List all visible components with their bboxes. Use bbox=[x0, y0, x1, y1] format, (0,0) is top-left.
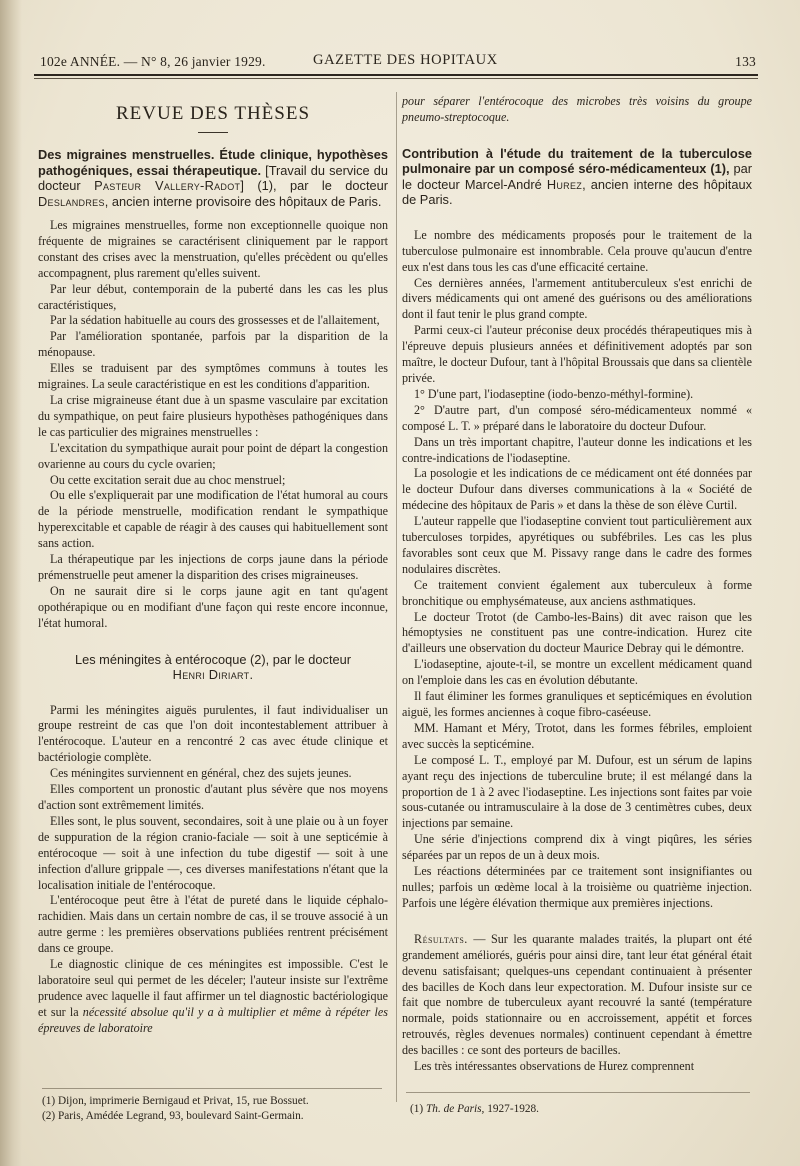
footnote-rule bbox=[406, 1092, 750, 1093]
paragraph: Ou cette excitation serait due au choc menstruel; bbox=[50, 472, 286, 487]
footnote-italic: Th. de Paris, bbox=[426, 1103, 485, 1115]
article-title-end: , ancien interne provisoire des hôpitaux de Paris. bbox=[104, 193, 382, 209]
article-author: Henri Diriart. bbox=[172, 667, 254, 683]
article-title-bold: Des migraines menstruelles. Étude clinique, hypothèses pathogéniques, essai thérapeutique. bbox=[38, 147, 388, 178]
paragraph-resultats bbox=[402, 932, 752, 1059]
paragraph: Par leur début, contemporain de la puberté dans les cas les plus caractéristiques, bbox=[38, 281, 388, 312]
paragraph-italic: nécessité absolue qu'il y a à multiplier et même à répéter les épreuves de laboratoire bbox=[38, 1004, 388, 1035]
paragraph: La posologie et les indications de ce médicament ont été données par le docteur Dufour dans diverses communications à la « Société de médecine des hôpitaux de Paris » et dans la thèse de son élève Curtil. bbox=[402, 466, 752, 513]
paragraph: Ce traitement convient également aux tuberculeux à forme bronchitique ou emphysémateuse, aux anciens asthmatiques. bbox=[402, 577, 752, 608]
paragraph: L'iodaseptine, ajoute-t-il, se montre un excellent médicament quand on l'emploie dans les cas en évolution débutante. bbox=[402, 657, 752, 688]
paragraph: La thérapeutique par les injections de corps jaune dans la période prémenstruelle peut amener la disparition des crises migraineuses. bbox=[38, 552, 388, 582]
paragraph: Le nombre des médicaments proposés pour le traitement de la tuberculose pulmonaire est innombrable. Cela prouve qu'aucun d'entre eux n'est dans tous les cas d'une efficacité certaine. bbox=[402, 227, 752, 274]
article-title-tuberculose bbox=[402, 146, 752, 208]
paragraph: Il faut éliminer les formes granuliques et septicémiques en évolution aiguë, les formes anciennes à coque fibro-caséeuse. bbox=[402, 689, 752, 719]
article-title-bold: Contribution à l'étude du traitement de la tuberculose pulmonaire par un composé séro-médicamenteux (1), bbox=[402, 145, 752, 177]
paragraph-text: Le diagnostic clinique de ces méningites est impossible. C'est le laboratoire seul qui permet de les déceler; l'auteur insiste sur l'extrême prudence avec laquelle il faut affirmer un tel diagnostic bactériologique et sur la bbox=[38, 957, 388, 1019]
footnote-text: 1927-1928. bbox=[487, 1103, 539, 1115]
page-header bbox=[40, 52, 756, 72]
paragraph: Ces méningites surviennent en général, chez des sujets jeunes. bbox=[50, 766, 352, 781]
right-column bbox=[402, 94, 752, 1075]
resultats-label: Résultats. bbox=[414, 931, 468, 946]
paragraph: L'excitation du sympathique aurait pour point de départ la congestion ovarienne au cours du cycle ovarien; bbox=[38, 440, 388, 471]
section-divider bbox=[198, 132, 228, 133]
footnote: (1) Dijon, imprimerie Bernigaud et Privat, 15, rue Bossuet. bbox=[42, 1095, 309, 1107]
paragraph: On ne saurait dire si le corps jaune agit en tant qu'agent opothérapique ou en modifiant d'une façon qui reste encore inconnue, l'état humoral. bbox=[38, 583, 388, 630]
paragraph: Elles se traduisent par des symptômes communs à toutes les migraines. La seule caractéristique en est les conditions d'apparition. bbox=[38, 361, 388, 392]
paragraph: L'entérocoque peut être à l'état de pureté dans le liquide céphalo-rachidien. Mais dans un certain nombre de cas, il se trouve associé à un autre germe : les premières observations publiées rentrent précisément dans ce groupe. bbox=[38, 893, 388, 956]
paragraph: Parmi les méningites aiguës purulentes, il faut individualiser un groupe restreint de cas que l'on doit incontestablement attribuer à l'entérocoque. L'auteur en a rencontré 2 cas avec étude clinique et bactériologie complète. bbox=[38, 702, 388, 765]
article-author: Hurez bbox=[546, 176, 583, 192]
article-title-meningites bbox=[38, 652, 388, 683]
section-title: REVUE DES THÈSES bbox=[115, 103, 311, 124]
left-column bbox=[38, 100, 388, 1037]
journal-title: GAZETTE DES HOPITAUX bbox=[313, 52, 498, 68]
article-author: Deslandres bbox=[38, 193, 105, 209]
paragraph: Par la sédation habituelle au cours des grossesses et de l'allaitement, bbox=[50, 313, 380, 328]
header-rule bbox=[34, 74, 758, 76]
paragraph: Elles sont, le plus souvent, secondaires, soit à une plaie ou à un foyer de suppuration de la région cranio-faciale — soit à une septicémie à entérocoque — soit à une infection du tube digestif — soit à une infection d'allure grippale —, ces diverses manifestations n'étant que la localisation initiale de l'entérocoque. bbox=[38, 813, 388, 892]
paragraph: Parmi ceux-ci l'auteur préconise deux procédés thérapeutiques mis à l'épreuve depuis plusieurs années et définitivement adoptés par son maître, le docteur Dufour, tant à l'hôpital Broussais que dans sa clientèle privée. bbox=[402, 323, 752, 385]
article-byline-end: , ancien interne des hôpitaux de Paris. bbox=[402, 176, 752, 208]
paragraph: L'auteur rappelle que l'iodaseptine convient tout particulièrement aux tuberculoses torpides, apyrétiques ou subfébriles. Les cas les plus favorables sont ceux que M. Pissavy range dans le cadre des formes nodulaires discrètes. bbox=[402, 514, 752, 576]
paragraph: Les très intéressantes observations de Hurez comprennent bbox=[414, 1059, 695, 1074]
article-title-migraines bbox=[38, 147, 388, 209]
paragraph: Ces dernières années, l'armement antituberculeux s'est enrichi de divers médicaments qui ont amené des guérisons ou des améliorations dont il faut tenir le plus grand compte. bbox=[402, 275, 752, 322]
article-title-mid: ] (1), par le docteur bbox=[240, 178, 388, 193]
paragraph: Le docteur Trotot (de Cambo-les-Bains) dit avec raison que les hémoptysies ne constituent pas une contre-indication. Hurez cite d'ailleurs une observation du docteur Maurice Debray qui le démontre. bbox=[402, 609, 752, 656]
article-title-rest: [Travail du service du docteur bbox=[38, 162, 388, 193]
paragraph: Elles comportent un pronostic d'autant plus sévère que nos moyens d'action sont extrêmement limités. bbox=[38, 782, 388, 812]
page-edge-shadow bbox=[0, 0, 22, 1166]
paragraph: Ou elle s'expliquerait par une modification de l'état humoral au cours de la période menstruelle, modification rendant le sympathique hyperexcitable et capable de réagir à des causes qui habituellement sont sans action. bbox=[38, 488, 388, 551]
resultats-text: — Sur les quarante malades traités, la plupart ont été grandement améliorés, guéris pour ainsi dire, tant leur état général était devenu satisfaisant; quelques-uns cependant continuaient à présenter des bacilles de Koch dans leur expectoration. M. Dufour insiste sur ce fait que nombre de tuberculeux ayant recouvré la santé (température normale, poids stationnaire ou en accroissement, appétit et forces retrouvés, règles devenues normales) continuent cependant à émettre des bacilles : ce sont des porteurs de bacilles. bbox=[402, 931, 752, 1058]
paragraph: La crise migraineuse étant due à un spasme vasculaire par excitation du sympathique, on peut faire plusieurs hypothèses pathogéniques dans le cas particulier des migraines menstruelles : bbox=[38, 392, 388, 439]
paragraph: 2° D'autre part, d'un composé séro-médicamenteux nommé « composé L. T. » préparé dans le laboratoire du docteur Dufour. bbox=[402, 402, 752, 433]
article-title-text: Les méningites à entérocoque (2), par le docteur bbox=[74, 651, 351, 667]
paragraph bbox=[38, 957, 388, 1037]
footnote-rule bbox=[42, 1088, 382, 1089]
paragraph: Une série d'injections comprend dix à vingt piqûres, les séries séparées par un repos de un à deux mois. bbox=[402, 832, 752, 863]
article-author: Pasteur Vallery-Radot bbox=[94, 178, 241, 193]
article-byline: par le docteur Marcel-André bbox=[402, 161, 752, 192]
paragraph: MM. Hamant et Méry, Trotot, dans les formes fébriles, emploient avec succès la septicémine. bbox=[402, 720, 752, 751]
footnotes-left bbox=[42, 1094, 392, 1123]
paragraph: Dans un très important chapitre, l'auteur donne les indications et les contre-indications de l'iodaseptine. bbox=[402, 434, 752, 465]
footnotes-right bbox=[410, 1102, 750, 1117]
column-divider bbox=[396, 92, 397, 1102]
issue-info: 102e ANNÉE. — N° 8, 26 janvier 1929. bbox=[40, 54, 266, 69]
page-number: 133 bbox=[735, 54, 756, 69]
paragraph: 1° D'une part, l'iodaseptine (iodo-benzo-méthyl-formine). bbox=[414, 386, 694, 401]
footnote-number: (1) bbox=[410, 1103, 424, 1115]
paragraph: Par l'amélioration spontanée, parfois par la disparition de la ménopause. bbox=[38, 329, 388, 360]
paragraph: Les réactions déterminées par ce traitement sont insignifiantes ou nulles; parfois un œdème local à la troisième ou quatrième injection. Parfois une légère élévation thermique aux premières injections. bbox=[402, 864, 752, 910]
footnote: (2) Paris, Amédée Legrand, 93, boulevard Saint-Germain. bbox=[42, 1109, 304, 1122]
paragraph: Le composé L. T., employé par M. Dufour, est un sérum de lapins ayant reçu des injections de tuberculine brute; il est mélangé dans la proportion de 1 à 2 avec l'iodaseptine. Les injections sont faites par voie sous-cutanée ou intramusculaire à la dose de 3 centimètres cubes, deux injections par semaine. bbox=[402, 752, 752, 831]
paragraph: Les migraines menstruelles, forme non exceptionnelle quoique non fréquente de migraines se caractérisent cliniquement par le rapport constant des crises avec la menstruation, qu'elles précèdent ou qu'elles accompagnent, plus rarement qu'elles suivent. bbox=[38, 218, 388, 280]
header-rule-thin bbox=[34, 78, 758, 79]
continuation-text: pour séparer l'entérocoque des microbes très voisins du groupe pneumo-streptocoque. bbox=[402, 94, 752, 124]
